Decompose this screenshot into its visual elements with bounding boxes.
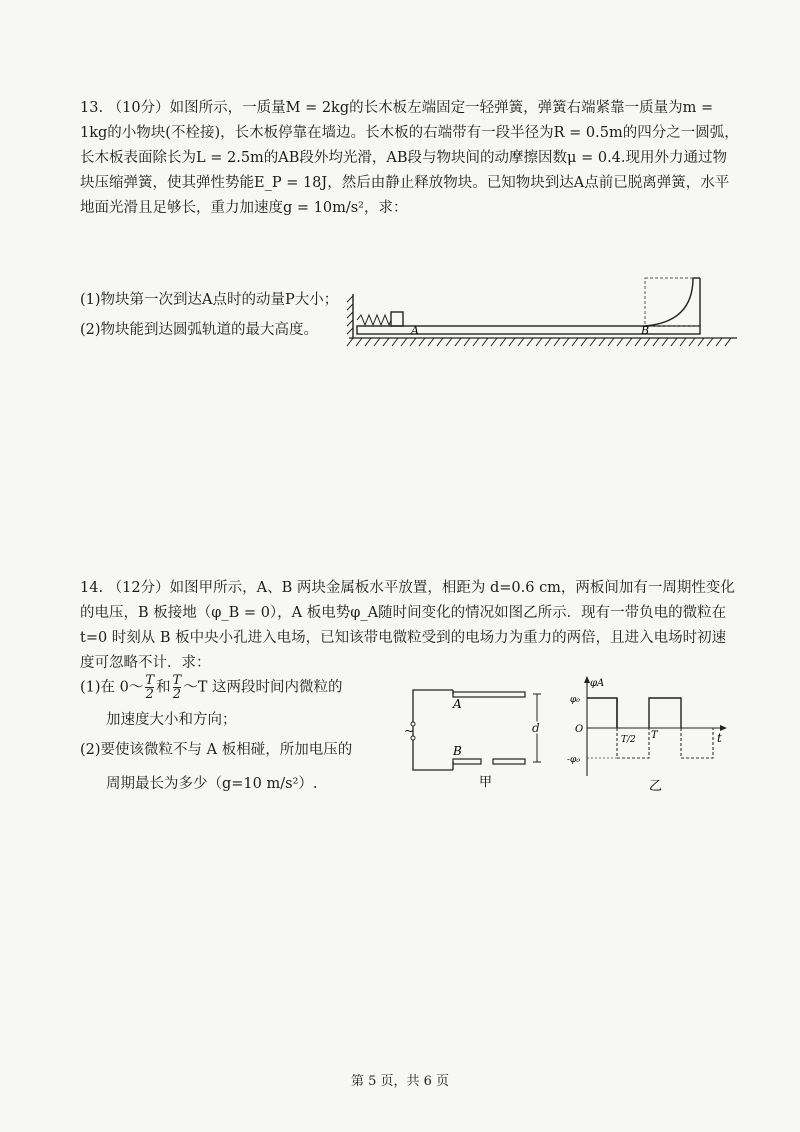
- ground-hatch-mark: [671, 338, 677, 346]
- page-footer: 第 5 页，共 6 页: [350, 1074, 450, 1089]
- origin-label: O: [575, 724, 584, 735]
- ground-hatch-mark: [347, 338, 353, 346]
- ground-hatch-mark: [554, 338, 560, 346]
- ground-hatch-mark: [473, 338, 479, 346]
- ground-hatch-mark: [383, 338, 389, 346]
- ground-hatch-mark: [446, 338, 452, 346]
- question-14-sub-1-line-2: 加速度大小和方向；: [106, 712, 237, 728]
- ground-hatch-mark: [707, 338, 713, 346]
- ground-hatch-mark: [626, 338, 632, 346]
- question-13-text: 13. （10分）如图所示，一质量M = 2kg的长木板左端固定一轻弹簧，弹簧右端紧靠一质量为m = 1kg的小物块(不栓接)，长木板停靠在墙边。长木板的右端带有一段半径为R = 0.5m的四分之一圆弧，长木板表面除长为L = 2.5m的AB段外均光滑，AB段与物块间的动摩擦因数μ = 0.4.现用外力通过物块压缩弹簧，使其弹性势能E_P = 18J，然后由静止释放物块。已知物块到达A点前已脱离弹簧，水平地面光滑且足够长，重力加速度g = 10m/s²，求：: [80, 100, 739, 216]
- ground-hatch-mark: [356, 338, 362, 346]
- caption-jia: 甲: [479, 775, 493, 790]
- ground-hatch-mark: [419, 338, 425, 346]
- ground-hatch-mark: [518, 338, 524, 346]
- ground-hatch-mark: [509, 338, 515, 346]
- ground-hatch-mark: [563, 338, 569, 346]
- plate-a-label: A: [453, 697, 462, 711]
- label-b: B: [641, 324, 650, 337]
- ground-hatch-mark: [410, 338, 416, 346]
- fraction-t-over-2: $\frac{T}{2}$: [145, 673, 155, 702]
- phi0-label: φ₀: [570, 695, 580, 705]
- gap-d-label: d: [532, 721, 540, 735]
- half-period-label: T/2: [621, 735, 636, 745]
- ground-hatch-mark: [392, 338, 398, 346]
- caption-yi: 乙: [649, 779, 663, 794]
- sub1-suffix: ～T 这两段时间内微粒的: [183, 679, 343, 696]
- figure-yi-voltage-graph: [565, 670, 740, 795]
- ground-hatch-mark: [581, 338, 587, 346]
- t-axis-label: t: [717, 731, 722, 745]
- ground-hatch-mark: [617, 338, 623, 346]
- ground-hatch-mark: [662, 338, 668, 346]
- question-13-sub-2: (2)物块能到达圆弧轨道的最大高度。: [80, 322, 319, 338]
- ground-hatch-mark: [536, 338, 542, 346]
- ground-hatch-mark: [698, 338, 704, 346]
- ground-hatch-mark: [527, 338, 533, 346]
- ground-hatch-mark: [374, 338, 380, 346]
- ground-hatch-mark: [644, 338, 650, 346]
- ground-hatch-mark: [401, 338, 407, 346]
- question-14-text: 14. （12分）如图甲所示，A、B 两块金属板水平放置，相距为 d=0.6 cm，两板间加有一周期性变化的电压，B 板接地（φ_B = 0），A 板电势φ_A随时间变化的情况如图乙所示．现有一带负电的微粒在 t=0 时刻从 B 板中央小孔进入电场，已知该带电微粒受到的电场力为重力的两倍，且进入电场时初速度可忽略不计．求：: [80, 580, 735, 671]
- ground-hatch-mark: [680, 338, 686, 346]
- plate-b-label: B: [453, 744, 462, 758]
- ground-hatch-mark: [725, 338, 731, 346]
- ground-hatch-mark: [653, 338, 659, 346]
- figure-jia-capacitor: [395, 680, 560, 790]
- label-a: A: [411, 324, 419, 337]
- question-14-sub-1: [80, 674, 343, 701]
- ground-hatch-mark: [572, 338, 578, 346]
- question-14-sub-2: (2)要使该微粒不与 A 板相碰，所加电压的: [80, 742, 353, 758]
- ground-hatch-mark: [590, 338, 596, 346]
- ground-hatch-mark: [716, 338, 722, 346]
- ground-hatch-mark: [635, 338, 641, 346]
- y-axis-label: φA: [590, 678, 605, 689]
- fraction-t-over-2-b: $\frac{T}{2}$: [172, 673, 182, 702]
- ground-hatch-mark: [500, 338, 506, 346]
- period-label: T: [651, 730, 658, 741]
- question-13-sub-1: (1)物块第一次到达A点时的动量P大小；: [80, 292, 339, 308]
- ground-hatch-mark: [599, 338, 605, 346]
- figure-q13-board: [345, 272, 740, 354]
- ground-hatch-mark: [428, 338, 434, 346]
- ground-hatch-mark: [608, 338, 614, 346]
- question-14-sub-2-line-2: 周期最长为多少（g=10 m/s²）.: [106, 776, 318, 792]
- neg-phi0-label: -φ₀: [567, 755, 580, 765]
- ground-hatch-mark: [365, 338, 371, 346]
- sub1-mid: 和: [156, 679, 171, 696]
- ac-source-symbol: ~: [404, 724, 415, 738]
- ground-hatch-mark: [482, 338, 488, 346]
- sub1-prefix: (1)在 0～: [80, 679, 144, 696]
- ground-hatch-mark: [545, 338, 551, 346]
- ground-hatch-mark: [455, 338, 461, 346]
- ground-hatch-mark: [464, 338, 470, 346]
- ground-hatch-mark: [491, 338, 497, 346]
- ground-hatch-mark: [437, 338, 443, 346]
- ground-hatch-mark: [689, 338, 695, 346]
